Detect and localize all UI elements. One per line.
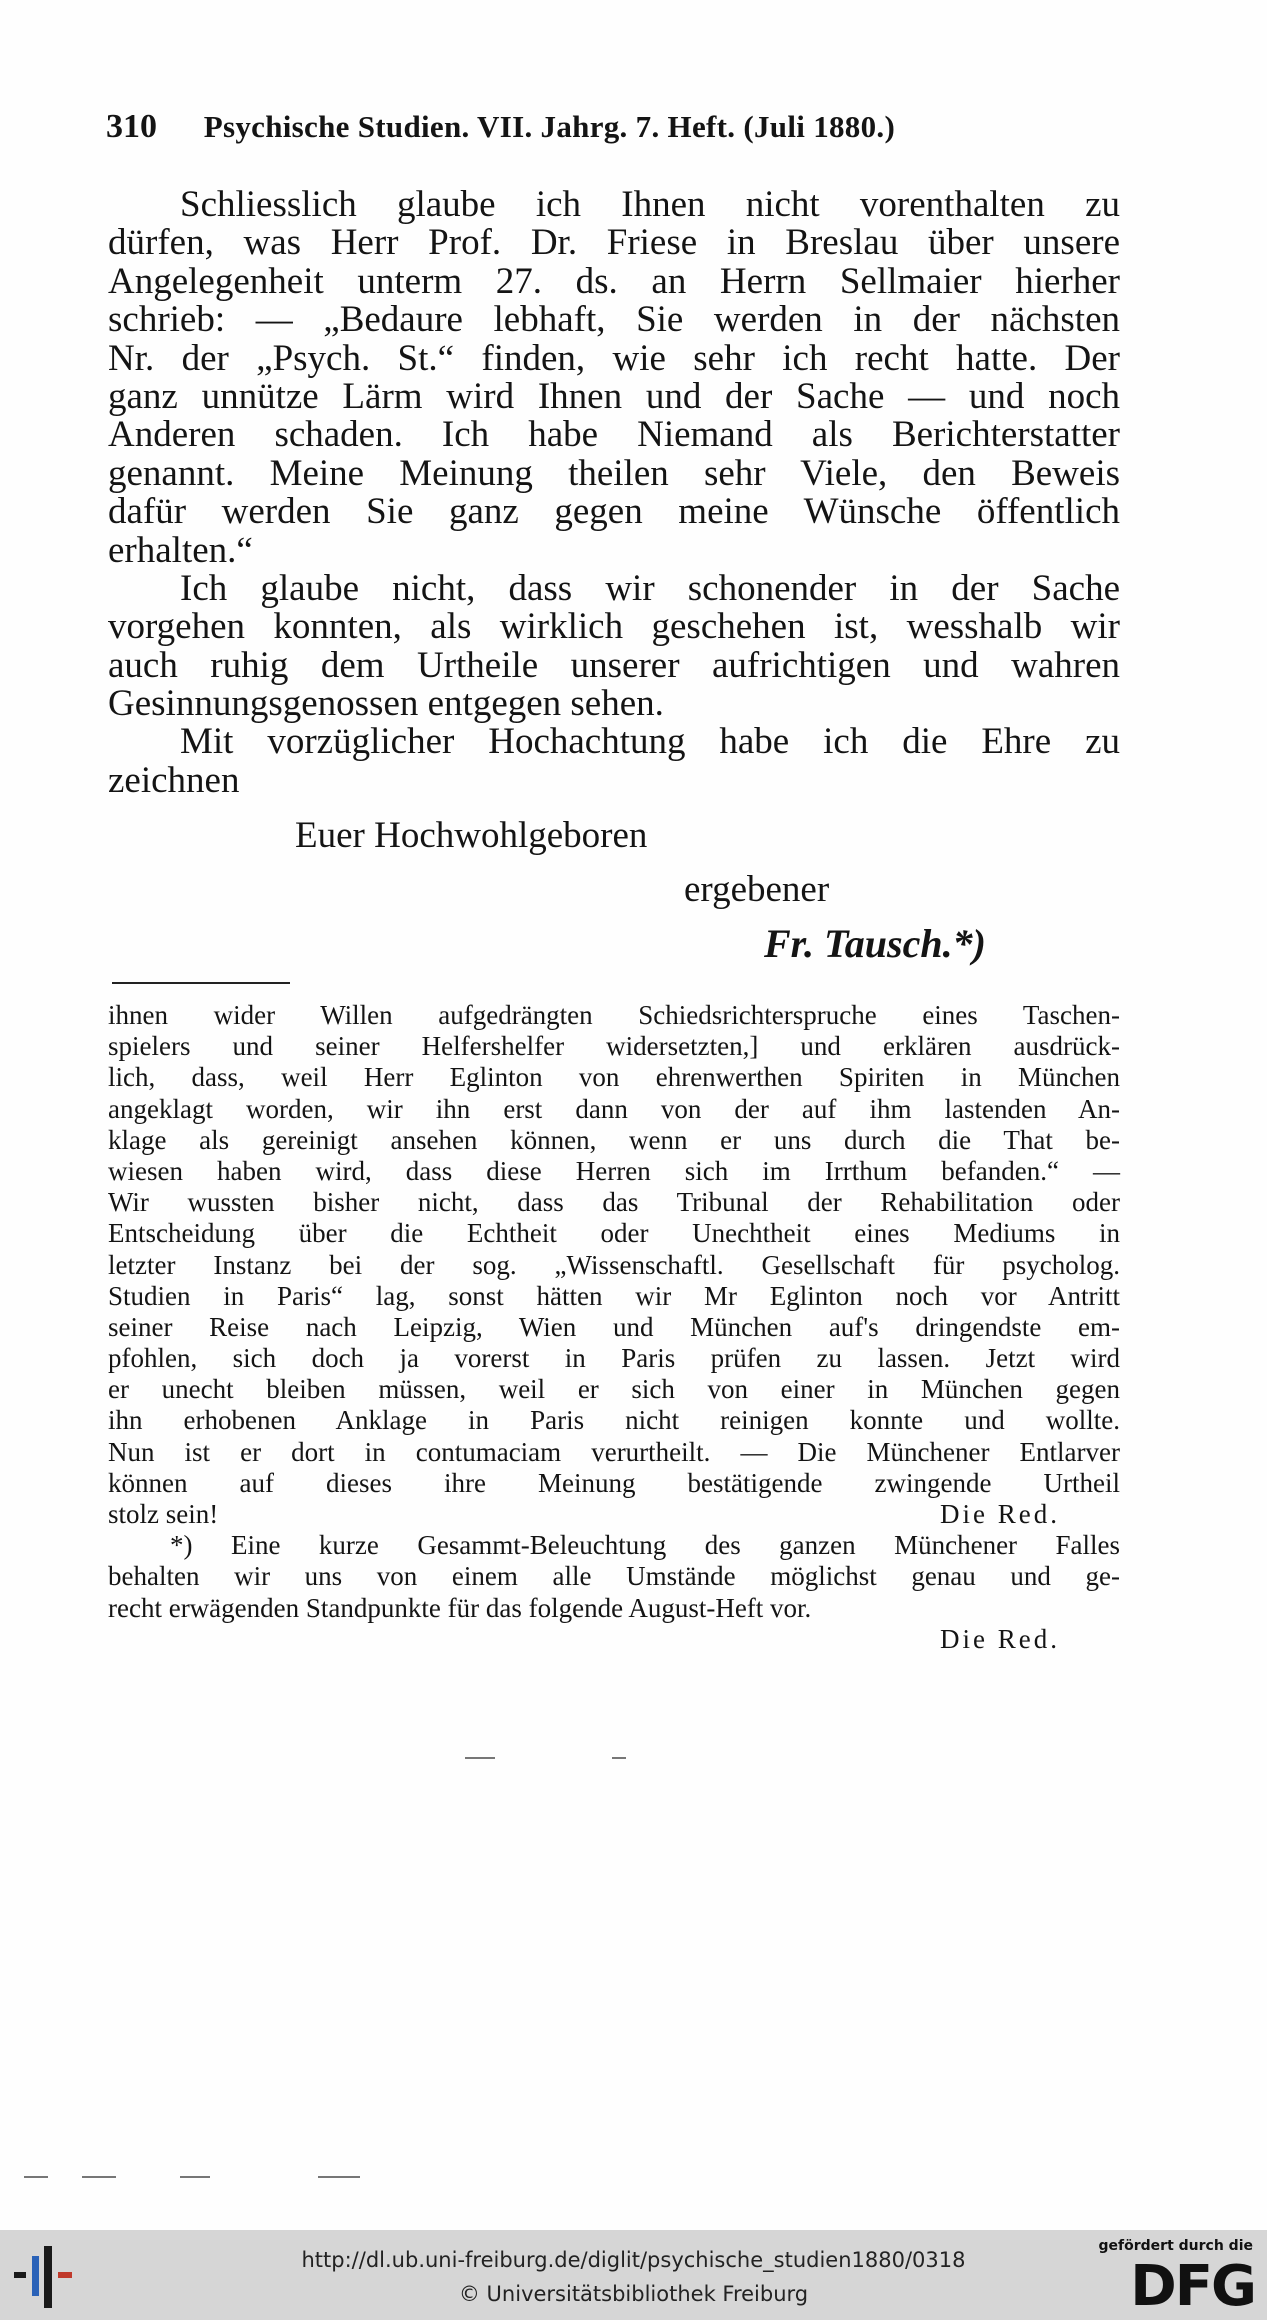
scan-artifact (82, 2176, 116, 2178)
footnote-line: lich, dass, weil Herr Eglinton von ehrenwerthen Spiriten in München (108, 1062, 1120, 1093)
text-line: schrieb: — „Bedaure lebhaft, Sie werden in der nächsten (108, 299, 1120, 341)
text-line: genannt. Meine Meinung theilen sehr Viele, den Beweis (108, 452, 1120, 494)
footnote-line: letzter Instanz bei der sog. „Wissenschaftl. Gesellschaft für psycholog. (108, 1249, 1120, 1280)
text-line: Gesinnungsgenossen entgegen sehen. (108, 683, 664, 725)
footnote-line: Entscheidung über die Echtheit oder Unechtheit eines Mediums in (108, 1218, 1120, 1249)
footnote-rule (112, 982, 290, 984)
footnote-line: behalten wir uns von einem alle Umstände möglichst genau und ge- (108, 1561, 1120, 1592)
scan-artifact (180, 2176, 210, 2178)
footnote-line: ihn erhobenen Anklage in Paris nicht reinigen konnte und wollte. (108, 1405, 1120, 1436)
text-line: zeichnen (108, 759, 240, 801)
text-line: Angelegenheit unterm 27. ds. an Herrn Sellmaier hierher (108, 260, 1120, 302)
library-footer (0, 2230, 1267, 2320)
footnote-line: Nun ist er dort in contumaciam verurtheilt. — Die Münchener Entlarver (108, 1436, 1120, 1467)
editor-signature: Die Red. (940, 1499, 1060, 1529)
dfg-logo: DFG (1130, 2254, 1255, 2319)
footnote-line: seiner Reise nach Leipzig, Wien und München auf's dringendste em- (108, 1311, 1120, 1342)
closing-word: ergebener (684, 869, 830, 910)
footnote-line: *) Eine kurze Gesammt-Beleuchtung des ganzen Münchener Falles (170, 1530, 1120, 1561)
signature: Fr. Tausch.*) (764, 921, 986, 966)
text-line: Schliesslich glaube ich Ihnen nicht vorenthalten zu (180, 184, 1120, 225)
text-line: ganz unnütze Lärm wird Ihnen und der Sache — und noch (108, 375, 1120, 417)
text-segment: dürfen, was Herr Prof. Dr. Friese in Breslau über unsere (108, 222, 1120, 264)
footnote-line: er unecht bleiben müssen, weil er sich von einer in München gegen (108, 1374, 1120, 1405)
text-line: auch ruhig dem Urtheile unserer aufrichtigen und wahren (108, 644, 1120, 686)
text-line: dafür werden Sie ganz gegen meine Wünsche öffentlich (108, 491, 1120, 533)
footnote-line: angeklagt worden, wir ihn erst dann von der auf ihm lastenden An- (108, 1093, 1120, 1124)
copyright: © Universitätsbibliothek Freiburg (458, 2282, 809, 2306)
running-title: Psychische Studien. VII. Jahrg. 7. Heft. (Juli 1880.) (203, 109, 896, 144)
footnote-line: pfohlen, sich doch ja vorerst in Paris prüfen zu lassen. Jetzt wird (108, 1343, 1120, 1374)
footnote-line: ihnen wider Willen aufgedrängten Schiedsrichterspruche eines Taschen- (108, 1000, 1120, 1030)
footnote-line: wiesen haben wird, dass diese Herren sich im Irrthum befanden.“ — (108, 1155, 1120, 1186)
source-url[interactable]: http://dl.ub.uni-freiburg.de/diglit/psychische_studien1880/0318 (301, 2248, 966, 2272)
scan-artifact (24, 2176, 48, 2178)
footnote-text: stolz sein! (108, 1499, 219, 1529)
footnote-line: können auf dieses ihre Meinung bestätigende zwingende Urtheil (108, 1467, 1120, 1498)
salutation: Euer Hochwohlgeboren (295, 815, 648, 856)
footnote-line: klage als gereinigt ansehen können, wenn er uns durch die That be- (108, 1124, 1120, 1155)
main-text (108, 186, 1120, 800)
footnote-line: Studien in Paris“ lag, sonst hätten wir Mr Eglinton noch vor Antritt (108, 1280, 1120, 1311)
text-line: Ich glaube nicht, dass wir schonender in der Sache (180, 567, 1120, 609)
footnote-line: spielers und seiner Helfershelfer widersetzten,] und erklären ausdrück- (108, 1031, 1120, 1062)
editor-signature: Die Red. (940, 1623, 1060, 1654)
text-line: vorgehen konnten, als wirklich geschehen ist, wesshalb wir (108, 606, 1120, 648)
text-line: Anderen schaden. Ich habe Niemand als Berichterstatter (108, 414, 1120, 456)
text-line: Nr. der „Psych. St.“ finden, wie sehr ich recht hatte. Der (108, 337, 1120, 379)
text-line (108, 224, 1120, 262)
text-line: Mit vorzüglicher Hochachtung habe ich die Ehre zu (180, 721, 1120, 763)
footnote-line: Wir wussten bisher nicht, dass das Tribunal der Rehabilitation oder (108, 1187, 1120, 1218)
footnotes (108, 1000, 1120, 1655)
scan-artifact (612, 1757, 626, 1759)
scan-artifact (465, 1757, 495, 1759)
funding-note: gefördert durch die (1098, 2238, 1253, 2254)
text-line: erhalten.“ (108, 529, 253, 571)
running-header (106, 108, 1026, 146)
footnote-line: recht erwägenden Standpunkte für das folgende August-Heft vor. (108, 1592, 812, 1623)
scan-artifact (318, 2176, 360, 2178)
footnote-line (108, 1499, 1120, 1530)
page-number: 310 (106, 108, 157, 145)
